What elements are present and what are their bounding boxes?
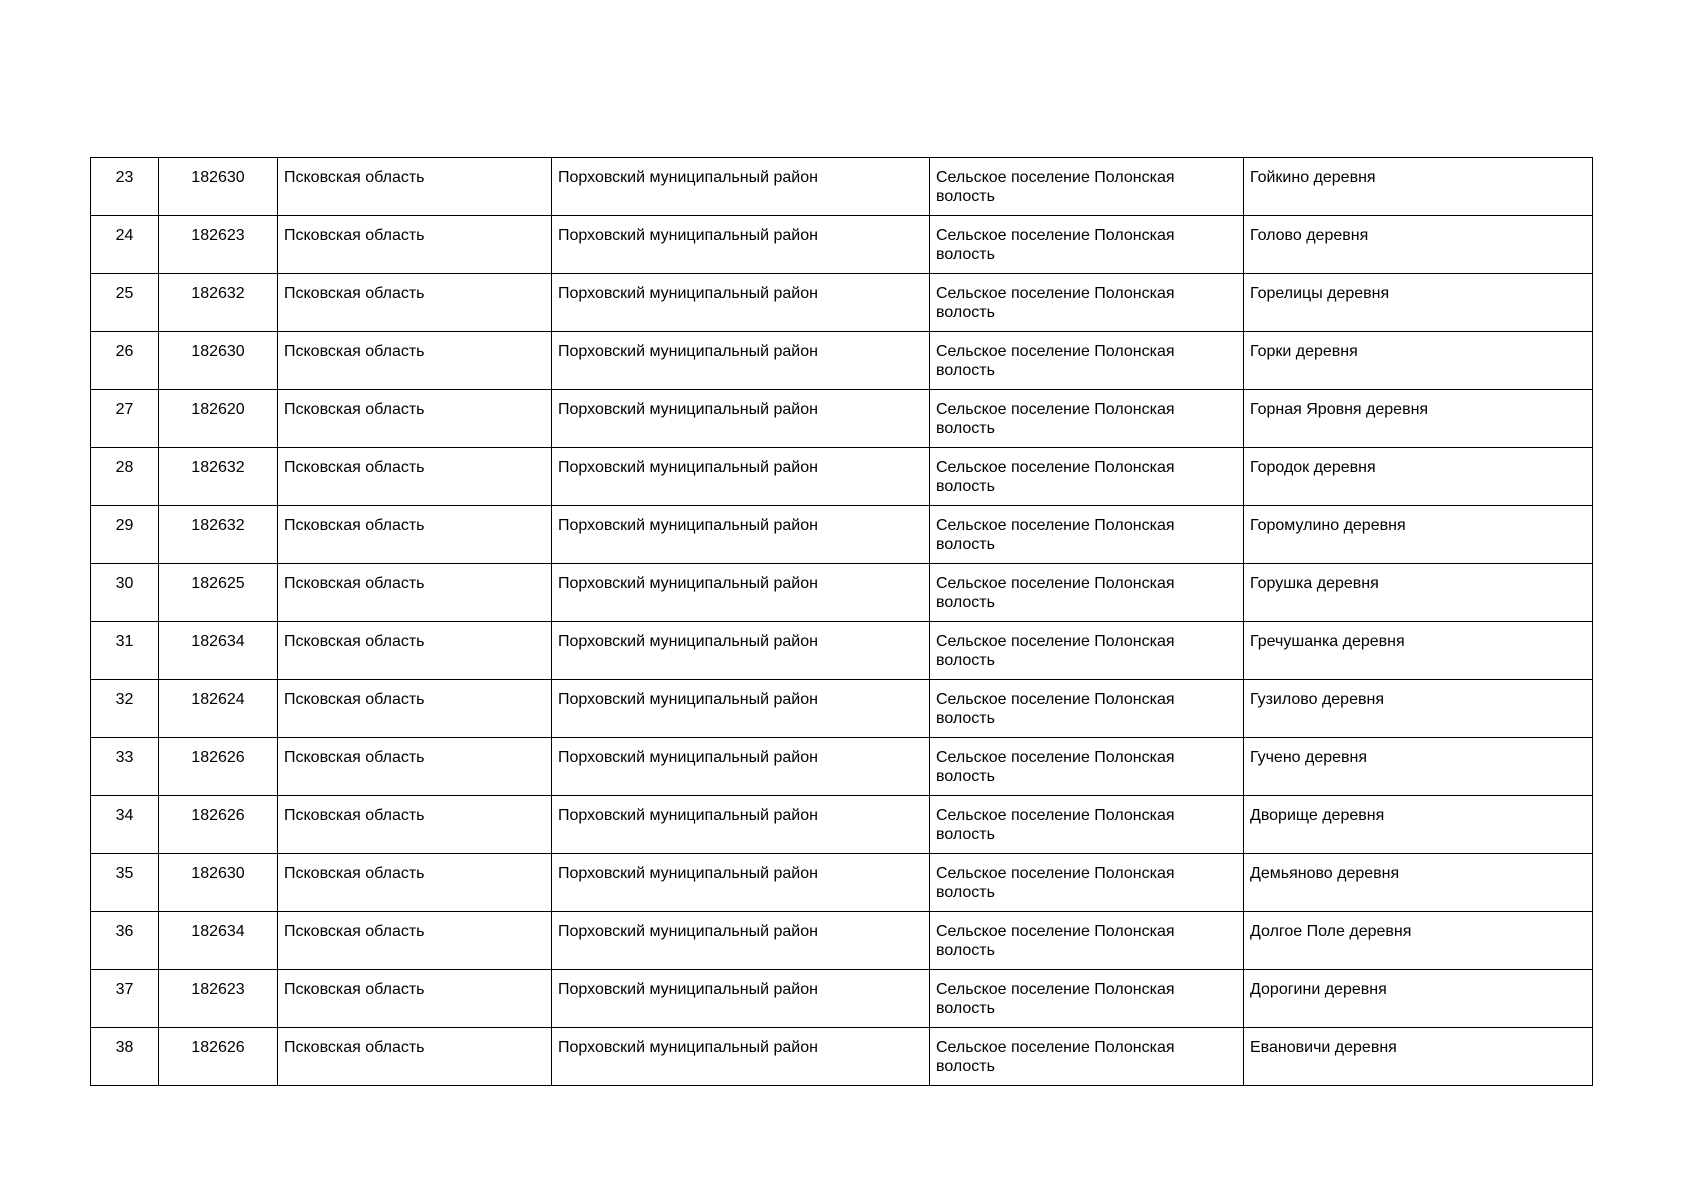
district-cell: Порховский муниципальный район <box>552 448 930 506</box>
table-row <box>91 274 1593 332</box>
locality-cell: Горомулино деревня <box>1244 506 1593 564</box>
table-row <box>91 912 1593 970</box>
region-cell: Псковская область <box>278 332 552 390</box>
locality-cell: Демьяново деревня <box>1244 854 1593 912</box>
district-cell: Порховский муниципальный район <box>552 390 930 448</box>
postal-code-cell: 182630 <box>159 332 278 390</box>
settlement-cell: Сельское поселение Полонская волость <box>930 1028 1244 1086</box>
table-row <box>91 738 1593 796</box>
table-row <box>91 854 1593 912</box>
row-number-cell: 35 <box>91 854 159 912</box>
locality-cell: Гойкино деревня <box>1244 158 1593 216</box>
row-number-cell: 29 <box>91 506 159 564</box>
settlement-cell: Сельское поселение Полонская волость <box>930 216 1244 274</box>
locality-cell: Евановичи деревня <box>1244 1028 1593 1086</box>
postal-code-cell: 182624 <box>159 680 278 738</box>
postal-code-cell: 182626 <box>159 1028 278 1086</box>
row-number-cell: 36 <box>91 912 159 970</box>
settlement-cell: Сельское поселение Полонская волость <box>930 158 1244 216</box>
region-cell: Псковская область <box>278 564 552 622</box>
settlement-cell: Сельское поселение Полонская волость <box>930 506 1244 564</box>
postal-code-cell: 182625 <box>159 564 278 622</box>
table-row <box>91 622 1593 680</box>
district-cell: Порховский муниципальный район <box>552 970 930 1028</box>
postal-code-cell: 182620 <box>159 390 278 448</box>
locality-cell: Горная Яровня деревня <box>1244 390 1593 448</box>
locality-cell: Горушка деревня <box>1244 564 1593 622</box>
table-row <box>91 390 1593 448</box>
table-row <box>91 216 1593 274</box>
district-cell: Порховский муниципальный район <box>552 738 930 796</box>
settlement-cell: Сельское поселение Полонская волость <box>930 564 1244 622</box>
settlement-cell: Сельское поселение Полонская волость <box>930 738 1244 796</box>
postal-code-cell: 182623 <box>159 216 278 274</box>
table-row <box>91 332 1593 390</box>
locality-cell: Горки деревня <box>1244 332 1593 390</box>
district-cell: Порховский муниципальный район <box>552 1028 930 1086</box>
postal-code-cell: 182630 <box>159 854 278 912</box>
region-cell: Псковская область <box>278 390 552 448</box>
postal-code-cell: 182634 <box>159 912 278 970</box>
row-number-cell: 38 <box>91 1028 159 1086</box>
locality-cell: Горелицы деревня <box>1244 274 1593 332</box>
district-cell: Порховский муниципальный район <box>552 796 930 854</box>
settlement-cell: Сельское поселение Полонская волость <box>930 970 1244 1028</box>
region-cell: Псковская область <box>278 274 552 332</box>
region-cell: Псковская область <box>278 622 552 680</box>
district-cell: Порховский муниципальный район <box>552 622 930 680</box>
district-cell: Порховский муниципальный район <box>552 680 930 738</box>
table-row <box>91 680 1593 738</box>
postal-code-cell: 182632 <box>159 506 278 564</box>
region-cell: Псковская область <box>278 158 552 216</box>
postal-code-cell: 182623 <box>159 970 278 1028</box>
district-cell: Порховский муниципальный район <box>552 854 930 912</box>
table-row <box>91 506 1593 564</box>
region-cell: Псковская область <box>278 970 552 1028</box>
locality-cell: Дворище деревня <box>1244 796 1593 854</box>
row-number-cell: 27 <box>91 390 159 448</box>
row-number-cell: 31 <box>91 622 159 680</box>
postal-code-cell: 182632 <box>159 274 278 332</box>
table-row <box>91 564 1593 622</box>
region-cell: Псковская область <box>278 854 552 912</box>
region-cell: Псковская область <box>278 1028 552 1086</box>
locality-cell: Долгое Поле деревня <box>1244 912 1593 970</box>
district-cell: Порховский муниципальный район <box>552 216 930 274</box>
postal-code-cell: 182630 <box>159 158 278 216</box>
row-number-cell: 30 <box>91 564 159 622</box>
district-cell: Порховский муниципальный район <box>552 912 930 970</box>
postal-code-cell: 182632 <box>159 448 278 506</box>
settlements-table <box>90 157 1593 1086</box>
table-row <box>91 158 1593 216</box>
settlement-cell: Сельское поселение Полонская волость <box>930 912 1244 970</box>
region-cell: Псковская область <box>278 216 552 274</box>
table-row <box>91 448 1593 506</box>
locality-cell: Голово деревня <box>1244 216 1593 274</box>
table-row <box>91 796 1593 854</box>
settlement-cell: Сельское поселение Полонская волость <box>930 680 1244 738</box>
region-cell: Псковская область <box>278 448 552 506</box>
district-cell: Порховский муниципальный район <box>552 564 930 622</box>
region-cell: Псковская область <box>278 738 552 796</box>
region-cell: Псковская область <box>278 796 552 854</box>
region-cell: Псковская область <box>278 912 552 970</box>
row-number-cell: 33 <box>91 738 159 796</box>
table-row <box>91 970 1593 1028</box>
postal-code-cell: 182626 <box>159 796 278 854</box>
district-cell: Порховский муниципальный район <box>552 274 930 332</box>
region-cell: Псковская область <box>278 506 552 564</box>
settlement-cell: Сельское поселение Полонская волость <box>930 854 1244 912</box>
district-cell: Порховский муниципальный район <box>552 506 930 564</box>
postal-code-cell: 182634 <box>159 622 278 680</box>
table-body <box>91 158 1593 1086</box>
table-row <box>91 1028 1593 1086</box>
row-number-cell: 25 <box>91 274 159 332</box>
settlement-cell: Сельское поселение Полонская волость <box>930 390 1244 448</box>
row-number-cell: 24 <box>91 216 159 274</box>
settlement-cell: Сельское поселение Полонская волость <box>930 448 1244 506</box>
settlement-cell: Сельское поселение Полонская волость <box>930 332 1244 390</box>
row-number-cell: 32 <box>91 680 159 738</box>
settlement-cell: Сельское поселение Полонская волость <box>930 796 1244 854</box>
row-number-cell: 23 <box>91 158 159 216</box>
locality-cell: Дорогини деревня <box>1244 970 1593 1028</box>
locality-cell: Гучено деревня <box>1244 738 1593 796</box>
locality-cell: Городок деревня <box>1244 448 1593 506</box>
district-cell: Порховский муниципальный район <box>552 158 930 216</box>
row-number-cell: 28 <box>91 448 159 506</box>
locality-cell: Гузилово деревня <box>1244 680 1593 738</box>
row-number-cell: 37 <box>91 970 159 1028</box>
locality-cell: Гречушанка деревня <box>1244 622 1593 680</box>
district-cell: Порховский муниципальный район <box>552 332 930 390</box>
settlement-cell: Сельское поселение Полонская волость <box>930 274 1244 332</box>
region-cell: Псковская область <box>278 680 552 738</box>
postal-code-cell: 182626 <box>159 738 278 796</box>
settlement-cell: Сельское поселение Полонская волость <box>930 622 1244 680</box>
row-number-cell: 26 <box>91 332 159 390</box>
row-number-cell: 34 <box>91 796 159 854</box>
